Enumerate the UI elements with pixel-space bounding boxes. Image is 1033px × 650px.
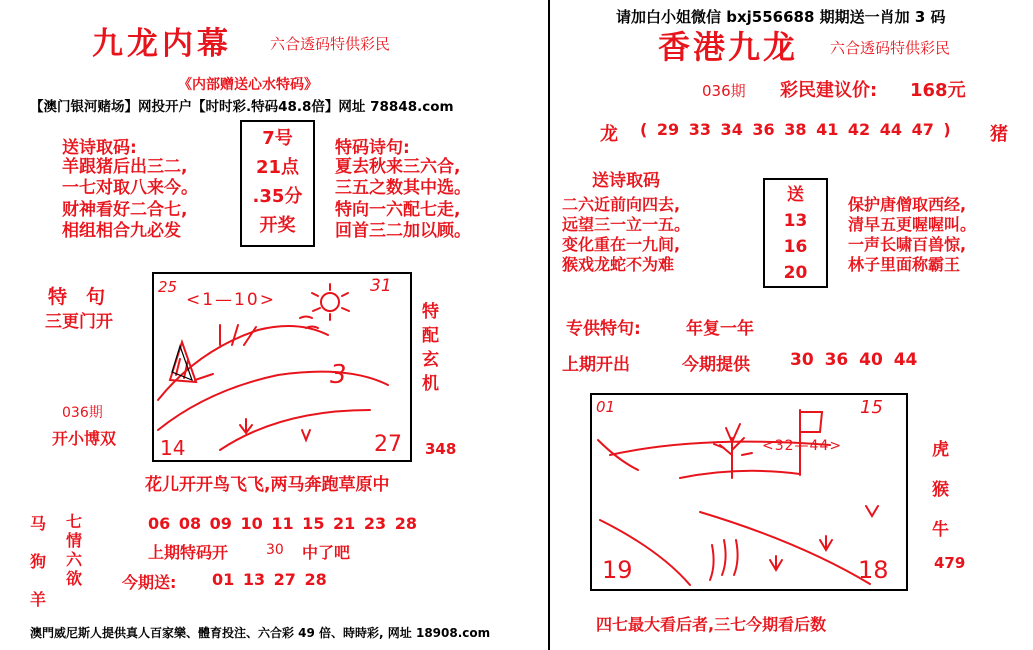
sketch-num-bl: 14 [160, 436, 186, 460]
last-special-suffix: 中了吧 [302, 543, 351, 562]
price-label: 彩民建议价: [780, 80, 878, 101]
zodiac-dog: 狗 [30, 552, 47, 571]
zodiac-tiger: 虎 [932, 440, 949, 460]
pig-label: 猪 [990, 124, 1008, 145]
left-caption: 花儿开开鸟飞飞,两马奔跑草原中 [145, 475, 390, 495]
left-footer-ad: 澳門威尼斯人提供真人百家樂、體育投注、六合彩 49 倍、時時彩, 网址 18908.com [30, 626, 491, 640]
zodiac-monkey: 猴 [932, 480, 949, 500]
right-special-value: 年复一年 [686, 319, 754, 339]
left-subtitle: 六合透码特供彩民 [270, 35, 391, 53]
draw-date: 7号 [262, 128, 293, 149]
send-number: 20 [783, 263, 808, 283]
right-side-number: 479 [934, 554, 966, 572]
right-poem-label: 送诗取码 [592, 171, 660, 191]
right-sketch-num-br: 18 [858, 556, 889, 584]
sketch-num-tl: 25 [158, 278, 178, 296]
right-poem2-line: 保护唐僧取西经, [848, 195, 967, 214]
zodiac-horse: 马 [30, 514, 47, 533]
right-poem-line: 变化重在一九间, [562, 235, 681, 254]
right-issue: 036期 [702, 82, 746, 100]
casino-ad-line: 【澳门银河赌场】网投开户【时时彩.特码48.8倍】网址 78848.com [30, 99, 454, 115]
sketch-num-tr: 31 [370, 276, 392, 296]
send-label: 送 [787, 185, 804, 205]
send-number: 13 [783, 211, 808, 231]
right-caption: 四七最大看后者,三七今期看后数 [596, 615, 827, 634]
right-poem2-line: 清早五更喔喔叫。 [848, 215, 977, 234]
last-special-label: 上期特码开 [148, 543, 229, 562]
draw-label: 开奖 [259, 215, 296, 236]
right-sketch-num-tl: 01 [596, 398, 616, 416]
right-subtitle: 六合透码特供彩民 [830, 39, 951, 57]
special-phrase-label: 特 句 [48, 286, 106, 308]
right-special-label: 专供特句: [566, 319, 641, 339]
left-side-number: 348 [425, 440, 457, 458]
dragon-label: 龙 [600, 124, 618, 145]
poem-line: 财神看好二合七, [62, 199, 188, 220]
right-title: 香港九龙 [658, 28, 799, 66]
zodiac-sheep: 羊 [30, 590, 47, 609]
right-poem-line: 猴戏龙蛇不为难 [562, 255, 675, 274]
draw-hour: 21点 [255, 157, 300, 178]
dragon-numbers: ( 29 33 34 36 38 41 42 44 47 ) [640, 120, 951, 139]
sketch-range: <1—10> [186, 290, 276, 310]
inner-gift-label: 《内部赠送心水特码》 [178, 77, 318, 93]
right-sketch-range: <32—44> [762, 438, 843, 454]
issue-hint: 开小博双 [52, 429, 117, 448]
draw-minute: .35分 [252, 186, 303, 207]
special-poem-line: 三五之数其中选。 [335, 178, 471, 199]
send-number: 16 [783, 237, 808, 257]
vertical-chars: 七情六欲 [66, 512, 83, 588]
left-title: 九龙内幕 [92, 26, 232, 62]
sketch-num-br: 27 [374, 432, 402, 457]
right-poem-line: 远望三一立一五。 [562, 215, 691, 234]
special-poem-line: 回首三二加以顾。 [335, 220, 471, 241]
zodiac-ox: 牛 [932, 520, 949, 540]
left-number-list: 06 08 09 10 11 15 21 23 28 [148, 514, 417, 533]
right-poem2-line: 一声长啸百兽惊, [848, 235, 967, 254]
today-numbers: 01 13 27 28 [212, 570, 327, 589]
sketch-digit: 3 [330, 360, 347, 390]
last-special-value: 30 [266, 542, 284, 558]
wechat-note: 请加白小姐微信 bxj556688 期期送一肖加 3 码 [616, 8, 946, 26]
today-label: 今期送: [122, 573, 177, 592]
special-poem-line: 特向一六配七走, [335, 199, 461, 220]
right-sketch-num-bl: 19 [602, 556, 633, 584]
side-vertical-text: 特配玄机 [422, 302, 439, 394]
special-poem-label: 特码诗句: [335, 138, 410, 158]
right-today-numbers: 30 36 40 44 [790, 350, 918, 370]
right-sketch-num-tr: 15 [860, 397, 883, 418]
poem-line: 一七对取八来今。 [62, 178, 198, 199]
left-issue: 036期 [62, 405, 103, 421]
right-last-label: 上期开出 [562, 355, 630, 375]
zodiac-list-right [932, 430, 949, 550]
price-value: 168元 [910, 80, 966, 101]
poem-label: 送诗取码: [62, 138, 137, 158]
right-poem2-line: 林子里面称霸王 [848, 255, 961, 274]
special-phrase-value: 三更门开 [45, 312, 113, 332]
right-poem-line: 二六近前向四去, [562, 195, 681, 214]
right-today-label: 今期提供 [682, 355, 750, 375]
poem-line: 相组相合九必发 [62, 220, 181, 241]
poem-line: 羊跟猪后出三二, [62, 157, 188, 177]
special-poem-line: 夏去秋来三六合, [335, 157, 461, 177]
